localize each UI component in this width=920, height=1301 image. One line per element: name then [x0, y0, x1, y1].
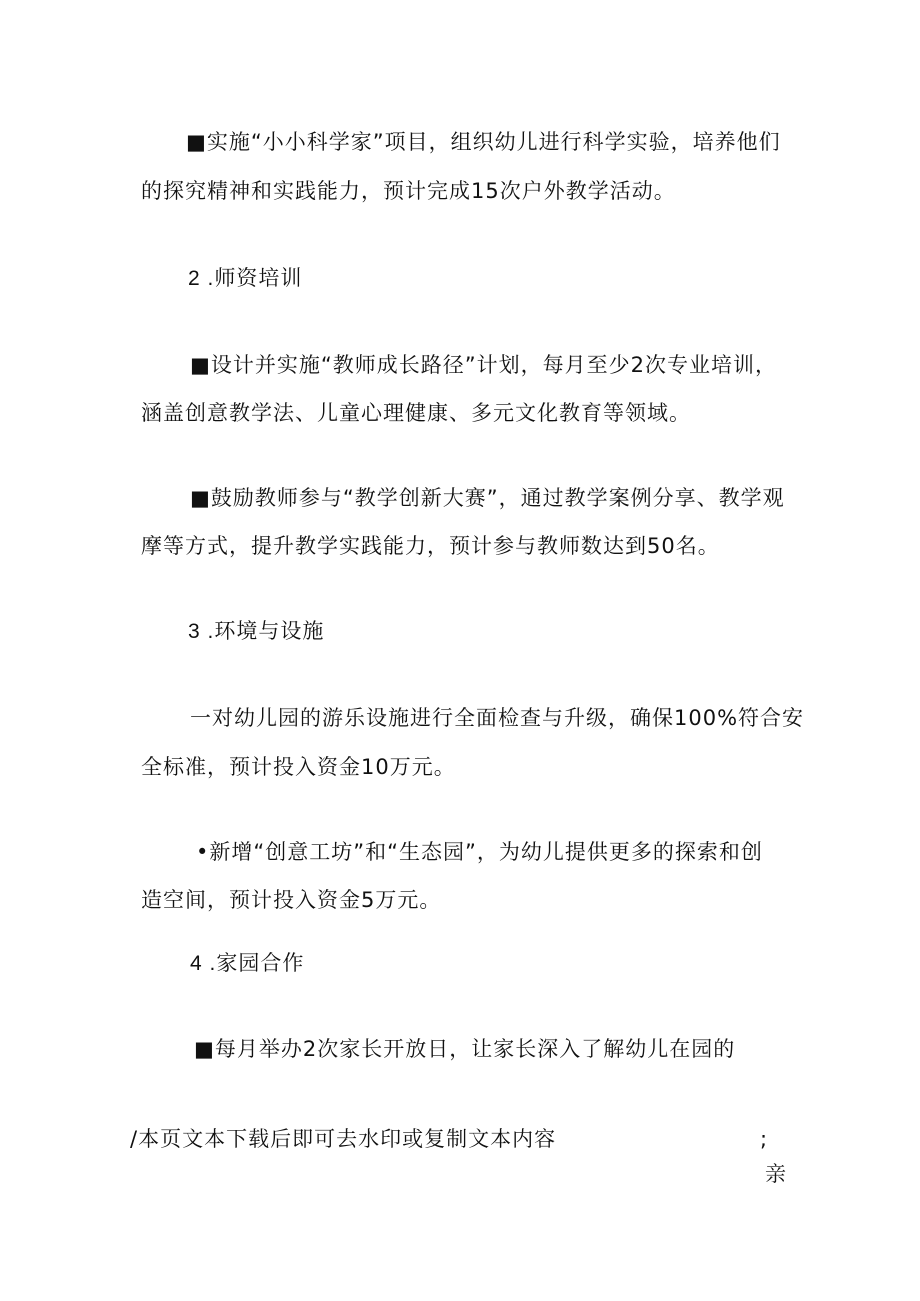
section-heading: 2 .师资培训: [188, 267, 303, 290]
section-heading: 3 .环境与设施: [188, 620, 325, 643]
footer-fragment: 亲: [765, 1162, 787, 1186]
paragraph-line: 造空间，预计投入资金5万元。: [141, 888, 442, 912]
paragraph-line: ■每月举办2次家长开放日，让家长深入了解幼儿在园的: [194, 1037, 736, 1061]
paragraph-line: 全标准，预计投入资金10万元。: [141, 755, 456, 779]
paragraph-line: ■设计并实施“教师成长路径”计划，每月至少2次专业培训，: [190, 353, 777, 377]
paragraph-line: ■实施“小小科学家”项目，组织幼儿进行科学实验，培养他们: [186, 130, 781, 154]
paragraph-line: •新增“创意工坊”和“生态园”，为幼儿提供更多的探索和创: [196, 840, 763, 864]
paragraph-line: 涵盖创意教学法、儿童心理健康、多元文化教育等领域。: [141, 401, 691, 425]
section-heading: 4 .家园合作: [190, 952, 305, 975]
footer-semicolon: ;: [760, 1127, 769, 1151]
paragraph-line: 的探究精神和实践能力，预计完成15次户外教学活动。: [141, 179, 676, 203]
paragraph-line: 一对幼儿园的游乐设施进行全面检查与升级，确保100%符合安: [190, 706, 805, 730]
watermark-note: /本页文本下载后即可去水印或复制文本内容: [130, 1127, 557, 1151]
paragraph-line: 摩等方式，提升教学实践能力，预计参与教师数达到50名。: [141, 534, 720, 558]
paragraph-line: ■鼓励教师参与“教学创新大赛”，通过教学案例分享、教学观: [190, 486, 785, 510]
